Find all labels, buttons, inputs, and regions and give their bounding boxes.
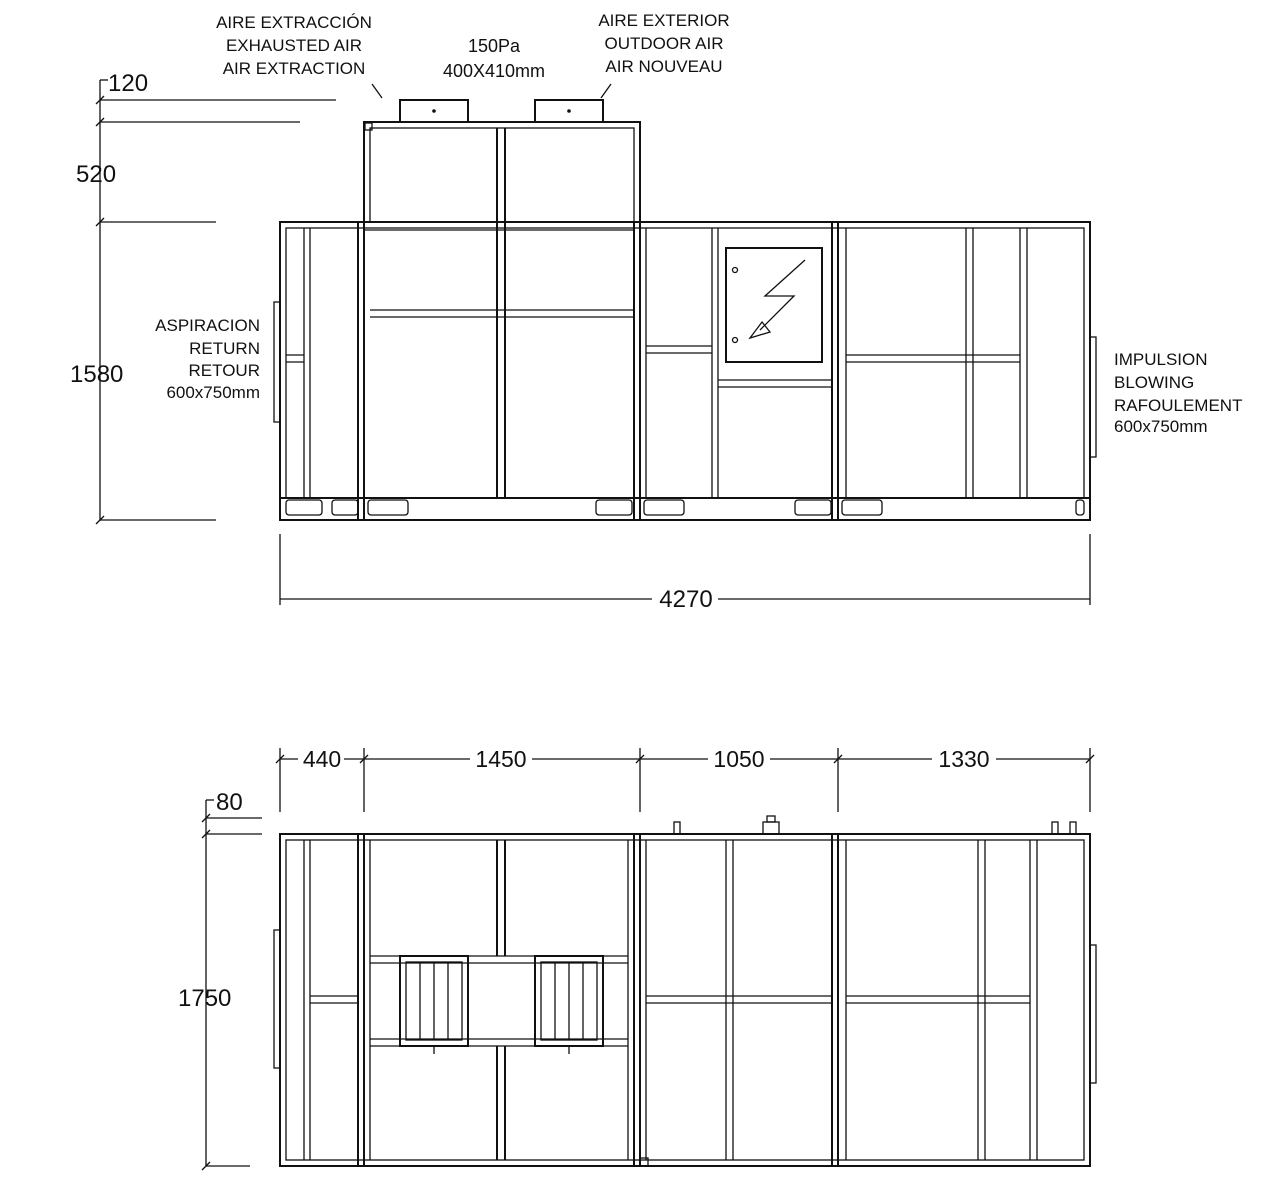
duct-spec-label	[443, 36, 545, 81]
dim-section-3: 1050	[713, 746, 765, 772]
dim-plan-depth: 1750	[178, 985, 232, 1012]
blowing-label-line: 600x750mm	[1114, 417, 1208, 436]
blowing-label	[1114, 350, 1242, 436]
electrical-panel-icon	[726, 248, 822, 362]
dim-section-2: 1450	[475, 746, 527, 772]
outdoor-air-label	[598, 11, 729, 76]
return-label-line: RETURN	[189, 339, 260, 358]
outdoor-label-line: OUTDOOR AIR	[604, 34, 724, 53]
exhaust-duct	[400, 100, 468, 122]
lower-unit	[274, 222, 1096, 520]
outdoor-air-duct	[535, 100, 603, 122]
dim-lower-height: 1580	[70, 361, 124, 388]
dim-section-1: 440	[302, 746, 342, 772]
dim-top-offset: 120	[108, 70, 149, 97]
dim-upper-height: 520	[76, 161, 117, 188]
return-label-line: RETOUR	[188, 361, 260, 380]
upper-module	[364, 122, 640, 222]
blowing-label-line: IMPULSION	[1114, 350, 1208, 369]
return-label-line: 600x750mm	[166, 383, 260, 402]
exhaust-label-line: AIRE EXTRACCIÓN	[216, 13, 372, 32]
exhaust-label	[216, 13, 372, 78]
duct-pressure: 150Pa	[467, 36, 521, 56]
outdoor-label-line: AIRE EXTERIOR	[598, 11, 730, 30]
exhaust-label-line: EXHAUSTED AIR	[225, 36, 363, 55]
plan-unit	[274, 816, 1096, 1166]
exhaust-label-line: AIR EXTRACTION	[222, 59, 366, 78]
dim-plan-top-offset: 80	[216, 789, 243, 816]
return-label-line: ASPIRACION	[155, 316, 260, 335]
plan-view	[202, 748, 1096, 1170]
return-label	[155, 316, 260, 402]
blowing-label-line: BLOWING	[1114, 373, 1195, 392]
outdoor-label-line: AIR NOUVEAU	[605, 57, 723, 76]
dim-section-4: 1330	[938, 746, 990, 772]
duct-size: 400X410mm	[442, 61, 546, 81]
dim-total-length: 4270	[659, 586, 713, 613]
blowing-label-line: RAFOULEMENT	[1114, 396, 1243, 415]
plan-dimensions	[202, 748, 1094, 1170]
